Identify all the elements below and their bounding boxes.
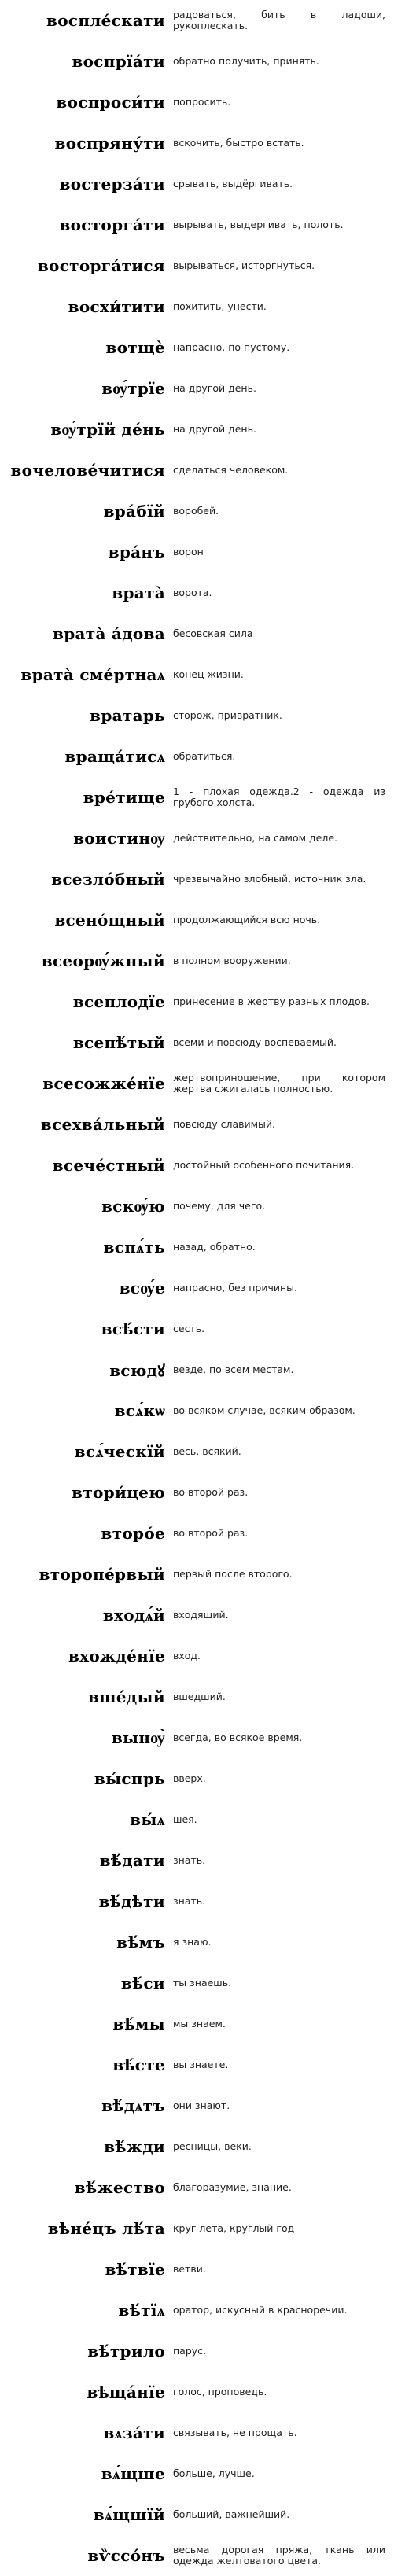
dictionary-entry: [0, 327, 394, 368]
entry-definition-cell: [173, 1595, 385, 1636]
entry-definition-cell: [173, 1922, 385, 1963]
entry-term: вѣ́дѣти: [98, 1892, 165, 1911]
entry-term: вы́ѧ: [130, 1809, 165, 1829]
entry-term: вре́тище: [83, 788, 165, 807]
entry-definition: чрезвычайно злобный, источник зла.: [173, 873, 366, 885]
entry-definition: весьма дорогая пряжа, ткань или одежда желтоватого цвета.: [173, 2544, 385, 2567]
entry-term: вѣ́мы: [112, 2015, 165, 2033]
entry-term: вѣ́дѧтъ: [101, 2096, 165, 2115]
entry-definition-cell: [173, 1799, 385, 1840]
entry-term: воспрїа́ти: [72, 52, 165, 71]
entry-definition-cell: [173, 2535, 385, 2576]
dictionary-entry: [0, 1676, 394, 1717]
dictionary-entry: [0, 2494, 394, 2535]
entry-definition-cell: [173, 2044, 385, 2085]
dictionary-entry: [0, 2208, 394, 2249]
entry-definition: конец жизни.: [173, 668, 244, 680]
entry-definition: почему, для чего.: [173, 1200, 266, 1212]
entry-definition: круг лета, круглый год: [173, 2222, 295, 2234]
dictionary-entry: [0, 1963, 394, 2004]
entry-definition: на другой день.: [173, 423, 256, 435]
entry-term: вcѣ́сти: [101, 1319, 165, 1338]
dictionary-entry: [0, 2535, 394, 2576]
entry-definition-cell: [173, 0, 385, 41]
entry-term: вѣ́мъ: [116, 1933, 165, 1952]
entry-term: воспроси́ти: [56, 93, 165, 112]
entry-definition: повсюду славимый.: [173, 1118, 276, 1130]
entry-definition: первый после второго.: [173, 1568, 293, 1580]
dictionary-entry: [0, 2372, 394, 2412]
dictionary-entry: [0, 1349, 394, 1390]
entry-definition-cell: [173, 1431, 385, 1472]
entry-definition: воробей.: [173, 505, 219, 517]
entry-definition: вшедший.: [173, 1691, 226, 1702]
dictionary-entry: [0, 1145, 394, 1186]
entry-term: всѧ́кѡ: [114, 1400, 165, 1420]
dictionary-entry: [0, 940, 394, 981]
entry-definition-cell: [173, 491, 385, 532]
entry-definition-cell: [173, 1104, 385, 1145]
entry-definition-cell: [173, 940, 385, 981]
entry-term: вѣ́жество: [74, 2178, 165, 2197]
entry-definition-cell: [173, 572, 385, 613]
entry-term: вѣ́трило: [87, 2342, 165, 2361]
entry-definition: ты знаешь.: [173, 1977, 232, 1989]
entry-definition-cell: [173, 204, 385, 245]
entry-definition-cell: [173, 1472, 385, 1513]
entry-term: воспряну́ти: [54, 134, 165, 153]
dictionary-entry: [0, 2044, 394, 2085]
entry-definition: жертвоприношение, при котором жертва сжигалась полностью.: [173, 1072, 385, 1095]
dictionary-entry: [0, 736, 394, 777]
entry-definition-cell: [173, 900, 385, 940]
entry-definition: напрасно, по пустому.: [173, 341, 290, 353]
entry-term: вы́спрь: [94, 1769, 165, 1788]
dictionary-entry: [0, 1104, 394, 1145]
entry-definition: шея.: [173, 1813, 197, 1825]
entry-term: всеплодїе: [72, 992, 165, 1011]
entry-definition: вы знаете.: [173, 2059, 229, 2070]
entry-definition: благоразумие, знание.: [173, 2181, 292, 2193]
dictionary-entry: [0, 2167, 394, 2208]
dictionary-entry: [0, 1881, 394, 1922]
dictionary-entry: [0, 1758, 394, 1799]
dictionary-entry: [0, 2004, 394, 2044]
entry-definition: оратор, искусный в красноречии.: [173, 2304, 348, 2316]
entry-definition: мы знаем.: [173, 2018, 226, 2030]
entry-definition-cell: [173, 1513, 385, 1554]
entry-definition-cell: [173, 164, 385, 204]
entry-definition: напрасно, без причины.: [173, 1282, 298, 1294]
entry-term: всеорѹ́жный: [41, 951, 165, 970]
entry-definition: ворон: [173, 546, 204, 558]
entry-term: всезло́бный: [51, 870, 165, 889]
entry-term: вѣ́твїе: [105, 2260, 165, 2279]
entry-definition-cell: [173, 777, 385, 818]
entry-definition-cell: [173, 1636, 385, 1676]
entry-definition-cell: [173, 2208, 385, 2249]
entry-definition-cell: [173, 695, 385, 736]
dictionary-entry: [0, 1268, 394, 1308]
entry-definition: вверх.: [173, 1772, 206, 1784]
entry-definition: вскочить, быстро встать.: [173, 137, 304, 149]
dictionary-entry: [0, 1186, 394, 1227]
entry-definition: всеми и повсюду воспеваемый.: [173, 1036, 337, 1048]
entry-definition: обратно получить, принять.: [173, 55, 319, 67]
entry-definition: ресницы, веки.: [173, 2140, 252, 2152]
dictionary-entry: [0, 2290, 394, 2331]
entry-term: второ́е: [101, 1524, 165, 1543]
entry-definition-cell: [173, 1963, 385, 2004]
entry-definition-cell: [173, 123, 385, 164]
dictionary-entry: [0, 41, 394, 82]
entry-definition-cell: [173, 2249, 385, 2290]
entry-definition: продолжающийся всю ночь.: [173, 914, 321, 926]
dictionary-entry: [0, 818, 394, 859]
entry-term: всепѣ́тый: [72, 1033, 165, 1052]
dictionary-entry: [0, 1227, 394, 1268]
entry-term: всено́щный: [54, 911, 165, 929]
dictionary-entry: [0, 613, 394, 654]
entry-term: входѧ́й: [102, 1605, 165, 1625]
entry-definition-cell: [173, 859, 385, 900]
dictionary-entry: [0, 204, 394, 245]
entry-definition: парус.: [173, 2345, 207, 2357]
entry-definition: сторож, привратник.: [173, 709, 282, 721]
entry-term: вѣ́сте: [112, 2055, 165, 2074]
entry-definition-cell: [173, 1022, 385, 1063]
dictionary-entry: [0, 123, 394, 164]
entry-definition: радоваться, бить в ладоши, рукоплескать.: [173, 9, 385, 31]
entry-term: вѹ́трїй де́нь: [50, 419, 165, 439]
entry-definition-cell: [173, 981, 385, 1022]
dictionary-entry: [0, 1840, 394, 1881]
dictionary-entry: [0, 491, 394, 532]
entry-term: врата̀ сме́ртнаѧ: [20, 664, 165, 684]
dictionary-entry: [0, 900, 394, 940]
entry-term: вхожде́нїе: [68, 1647, 165, 1665]
entry-term: востерза́ти: [59, 175, 165, 193]
entry-term: второпе́рвый: [39, 1565, 165, 1584]
dictionary-entry: [0, 2412, 394, 2453]
entry-term: враща́тисѧ: [64, 746, 165, 766]
entry-term: всесожже́нїе: [42, 1074, 165, 1093]
dictionary-entry: [0, 1554, 394, 1595]
entry-definition-cell: [173, 1145, 385, 1186]
entry-definition-cell: [173, 1308, 385, 1349]
entry-term: вѹ́трїе: [101, 378, 165, 398]
entry-term: вратарь: [90, 706, 165, 725]
entry-definition: назад, обратно.: [173, 1241, 256, 1253]
entry-definition-cell: [173, 613, 385, 654]
entry-term: всѧ́ческїй: [74, 1441, 165, 1461]
entry-term: восторга́ти: [59, 215, 165, 234]
entry-definition-cell: [173, 654, 385, 695]
entry-definition: достойный особенного почитания.: [173, 1159, 355, 1171]
entry-definition-cell: [173, 2126, 385, 2167]
dictionary-entry: [0, 2085, 394, 2126]
entry-definition: принесение в жертву разных плодов.: [173, 995, 370, 1007]
entry-definition-cell: [173, 450, 385, 491]
dictionary-entry: [0, 1799, 394, 1840]
entry-definition-cell: [173, 2453, 385, 2494]
entry-definition: я знаю.: [173, 1936, 212, 1948]
entry-definition-cell: [173, 41, 385, 82]
entry-term: вотщѐ: [105, 338, 165, 357]
entry-term: вѣща́нїе: [87, 2383, 165, 2401]
entry-definition-cell: [173, 1717, 385, 1758]
entry-term: всече́стный: [52, 1156, 165, 1175]
dictionary-entry: [0, 2249, 394, 2290]
entry-definition-cell: [173, 736, 385, 777]
entry-definition-cell: [173, 1268, 385, 1308]
entry-definition: они знают.: [173, 2099, 230, 2111]
entry-definition: входящий.: [173, 1609, 229, 1621]
entry-definition-cell: [173, 2004, 385, 2044]
entry-term: восторга́тися: [37, 256, 165, 275]
entry-term: вше́дый: [87, 1687, 165, 1706]
dictionary-entry: [0, 695, 394, 736]
dictionary-entry: [0, 859, 394, 900]
dictionary-entry: [0, 245, 394, 286]
entry-term: вѧза́ти: [103, 2423, 165, 2442]
entry-definition: в полном вооружении.: [173, 955, 291, 966]
entry-definition-cell: [173, 1349, 385, 1390]
entry-definition: вырываться, исторгнуться.: [173, 259, 315, 271]
entry-term: вѷссо́нъ: [87, 2546, 165, 2565]
entry-definition: во второй раз.: [173, 1486, 249, 1498]
entry-definition-cell: [173, 2167, 385, 2208]
dictionary-entry: [0, 1922, 394, 1963]
entry-definition: действительно, на самом деле.: [173, 832, 338, 844]
entry-term: вспѧ́ть: [103, 1237, 165, 1257]
dictionary-entry: [0, 1063, 394, 1104]
entry-term: врата̀: [112, 583, 165, 602]
entry-definition-cell: [173, 1063, 385, 1104]
entry-term: вѣ́дати: [99, 1851, 165, 1870]
dictionary-entry: [0, 1595, 394, 1636]
entry-term: вынѹ̀: [111, 1728, 165, 1747]
dictionary-entry: [0, 82, 394, 123]
entry-definition: ворота.: [173, 587, 212, 598]
entry-definition-cell: [173, 409, 385, 450]
entry-term: врата̀ а́дова: [53, 624, 165, 643]
entry-term: вѣ́тїѧ: [118, 2300, 165, 2320]
entry-definition: больше, лучше.: [173, 2467, 255, 2479]
entry-definition: обратиться.: [173, 750, 236, 762]
dictionary-entry: [0, 1390, 394, 1431]
entry-definition-cell: [173, 2494, 385, 2535]
entry-definition-cell: [173, 286, 385, 327]
entry-term: вра́бїй: [103, 502, 165, 521]
dictionary-entry: [0, 1636, 394, 1676]
entry-definition: знать.: [173, 1895, 206, 1907]
entry-definition-cell: [173, 245, 385, 286]
dictionary-entry: [0, 572, 394, 613]
dictionary-entry: [0, 1308, 394, 1349]
entry-term: вскѹ́ю: [101, 1196, 165, 1216]
entry-definition: всегда, во всякое время.: [173, 1731, 303, 1743]
entry-definition: срывать, выдёргивать.: [173, 178, 293, 190]
dictionary-entry: [0, 164, 394, 204]
entry-term: вѧ́щшїй: [93, 2504, 165, 2524]
entry-definition-cell: [173, 1840, 385, 1881]
entry-definition-cell: [173, 2412, 385, 2453]
entry-term: всѹ́е: [119, 1278, 165, 1297]
entry-definition-cell: [173, 82, 385, 123]
entry-term: вѣ́си: [120, 1974, 165, 1993]
dictionary-entry: [0, 409, 394, 450]
entry-term: вочелове́читися: [10, 461, 165, 480]
entry-term: вра́нъ: [108, 543, 165, 561]
entry-definition: вырывать, выдергивать, полоть.: [173, 219, 344, 230]
entry-definition: попросить.: [173, 96, 231, 108]
dictionary-entry: [0, 1431, 394, 1472]
dictionary-entry: [0, 1022, 394, 1063]
entry-term: всюдꙋ: [109, 1360, 165, 1380]
dictionary-entry: [0, 1472, 394, 1513]
entry-definition: голос, проповедь.: [173, 2386, 267, 2398]
entry-term: восхи́тити: [68, 297, 165, 316]
entry-term: вѣне́цъ лѣ́та: [47, 2219, 165, 2238]
dictionary-entry: [0, 2331, 394, 2372]
dictionary-entry: [0, 0, 394, 41]
entry-definition: связывать, не прощать.: [173, 2427, 297, 2438]
entry-definition-cell: [173, 2331, 385, 2372]
entry-definition-cell: [173, 1186, 385, 1227]
entry-definition: весь, всякий.: [173, 1445, 241, 1457]
entry-definition-cell: [173, 1554, 385, 1595]
entry-term: воистинѹ: [73, 828, 165, 848]
entry-term: воспле́скати: [46, 11, 165, 30]
dictionary-entry: [0, 2453, 394, 2494]
entry-definition: вход.: [173, 1650, 201, 1662]
entry-definition-cell: [173, 818, 385, 859]
entry-definition: во второй раз.: [173, 1527, 249, 1539]
entry-definition: сесть.: [173, 1323, 205, 1334]
entry-definition: знать.: [173, 1854, 206, 1866]
entry-definition-cell: [173, 532, 385, 572]
dictionary-entry: [0, 2126, 394, 2167]
dictionary-entry: [0, 1513, 394, 1554]
dictionary-entry: [0, 654, 394, 695]
dictionary-entry: [0, 777, 394, 818]
entry-definition-cell: [173, 368, 385, 409]
entry-term: всехва́льный: [40, 1115, 165, 1134]
entry-definition-cell: [173, 2290, 385, 2331]
entry-definition-cell: [173, 2085, 385, 2126]
entry-definition-cell: [173, 1758, 385, 1799]
dictionary-entry: [0, 981, 394, 1022]
dictionary-entry: [0, 286, 394, 327]
entry-definition: сделаться человеком.: [173, 464, 289, 476]
entry-definition-cell: [173, 1881, 385, 1922]
entry-definition-cell: [173, 2372, 385, 2412]
entry-definition-cell: [173, 1676, 385, 1717]
dictionary-entry: [0, 368, 394, 409]
dictionary-entry: [0, 532, 394, 572]
entry-definition: больший, важнейший.: [173, 2508, 290, 2520]
entry-term: вѣ́жди: [104, 2137, 165, 2156]
entry-definition-cell: [173, 1227, 385, 1268]
entry-definition: бесовская сила: [173, 627, 253, 639]
dictionary-entry: [0, 1717, 394, 1758]
entry-definition: похитить, унести.: [173, 300, 267, 312]
entry-definition: во всяком случае, всяким образом.: [173, 1404, 355, 1416]
entry-definition: ветви.: [173, 2263, 206, 2275]
entry-term: втори́цею: [72, 1483, 165, 1502]
entry-definition: на другой день.: [173, 382, 256, 394]
entry-definition-cell: [173, 1390, 385, 1431]
entry-definition: 1 - плохая одежда.2 - одежда из грубого холста.: [173, 786, 385, 808]
entry-definition: везде, по всем местам.: [173, 1363, 294, 1375]
entry-definition-cell: [173, 327, 385, 368]
entry-term: вѧ́щше: [101, 2464, 165, 2483]
dictionary-entry: [0, 450, 394, 491]
